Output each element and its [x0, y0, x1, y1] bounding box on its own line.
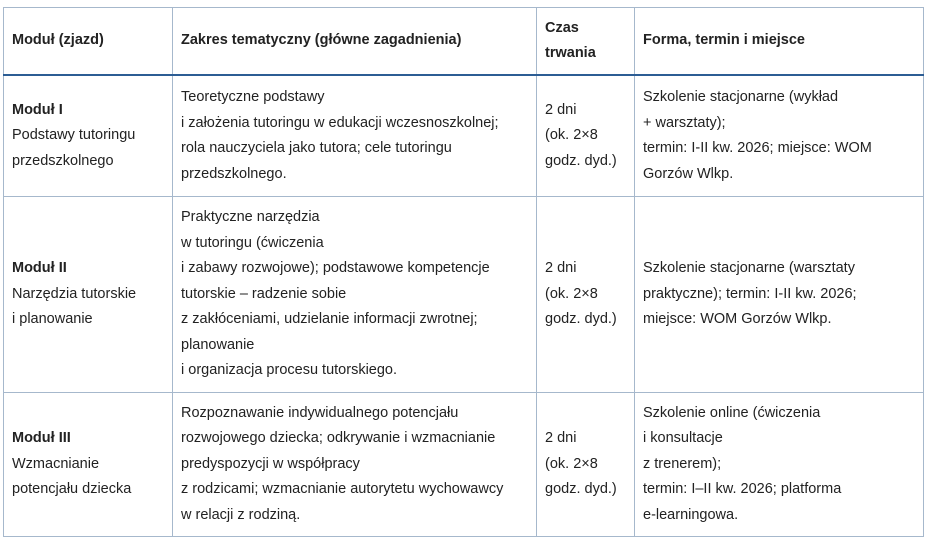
header-form: Forma, termin i miejsce	[635, 8, 924, 76]
module-name-line: potencjału dziecka	[12, 481, 132, 497]
scope-line: rozwojowego dziecka; odkrywanie i wzmacnianie	[181, 430, 496, 446]
header-duration-line: Czas	[545, 19, 579, 36]
module-cell	[4, 197, 173, 393]
scope-line: rola nauczyciela jako tutora; cele tutoringu	[181, 140, 452, 156]
scope-line: planowanie	[181, 336, 255, 353]
header-scope: Zakres tematyczny (główne zagadnienia)	[173, 8, 537, 76]
module-name-line: Wzmacnianie	[12, 455, 100, 472]
form-cell	[635, 392, 924, 537]
module-title: Moduł III	[12, 430, 71, 446]
module-name-line: Narzędzia tutorskie	[12, 285, 137, 302]
duration-line: 2 dni	[545, 430, 577, 446]
duration-line: godz. dyd.)	[545, 311, 617, 327]
duration-cell	[537, 197, 635, 393]
scope-line: w tutoringu (ćwiczenia	[181, 234, 324, 251]
scope-line: i organizacja procesu tutorskiego.	[181, 362, 398, 378]
scope-cell	[173, 75, 537, 197]
modules-table	[3, 7, 924, 537]
scope-line: tutorskie – radzenie sobie	[181, 285, 347, 302]
scope-line: Teoretyczne podstawy	[181, 89, 325, 105]
scope-line: z rodzicami; wzmacnianie autorytetu wychowawcy	[181, 481, 504, 497]
form-line: miejsce: WOM Gorzów Wlkp.	[643, 311, 832, 327]
header-row	[4, 8, 924, 76]
module-name-line: i planowanie	[12, 311, 93, 327]
header-duration-line: trwania	[545, 45, 596, 61]
duration-line: (ok. 2×8	[545, 455, 598, 472]
scope-line: przedszkolnego.	[181, 165, 287, 182]
form-line: Szkolenie online (ćwiczenia	[643, 404, 821, 421]
scope-line: predyspozycji w współpracy	[181, 455, 360, 472]
module-cell	[4, 392, 173, 537]
table-row	[4, 75, 924, 197]
scope-line: z zakłóceniami, udzielanie informacji zwrotnej;	[181, 311, 478, 327]
module-name-line: Podstawy tutoringu	[12, 127, 136, 144]
form-line: e-learningowa.	[643, 506, 739, 523]
scope-cell	[173, 197, 537, 393]
scope-line: w relacji z rodziną.	[181, 506, 301, 523]
form-line: Gorzów Wlkp.	[643, 165, 734, 182]
module-title: Moduł I	[12, 101, 63, 118]
scope-line: Praktyczne narzędzia	[181, 209, 320, 225]
form-line: Szkolenie stacjonarne (wykład	[643, 89, 839, 105]
table-row	[4, 392, 924, 537]
form-line: praktyczne); termin: I-II kw. 2026;	[643, 285, 857, 302]
form-line: + warsztaty);	[643, 114, 726, 131]
duration-line: godz. dyd.)	[545, 152, 617, 169]
form-line: z trenerem);	[643, 455, 722, 472]
module-title: Moduł II	[12, 260, 67, 276]
duration-line: (ok. 2×8	[545, 285, 598, 302]
scope-line: i założenia tutoringu w edukacji wczesnoszkolnej;	[181, 114, 499, 131]
duration-line: 2 dni	[545, 101, 577, 118]
duration-cell	[537, 392, 635, 537]
scope-line: Rozpoznawanie indywidualnego potencjału	[181, 404, 459, 421]
duration-cell	[537, 75, 635, 197]
header-duration	[537, 8, 635, 76]
form-cell	[635, 197, 924, 393]
table-row	[4, 197, 924, 393]
duration-line: godz. dyd.)	[545, 481, 617, 497]
form-line: termin: I-II kw. 2026; miejsce: WOM	[643, 140, 872, 156]
scope-cell	[173, 392, 537, 537]
scope-line: i zabawy rozwojowe); podstawowe kompetencje	[181, 260, 490, 276]
form-line: Szkolenie stacjonarne (warsztaty	[643, 260, 855, 276]
header-module: Moduł (zjazd)	[4, 8, 173, 76]
duration-line: 2 dni	[545, 260, 577, 276]
module-name-line: przedszkolnego	[12, 152, 114, 169]
form-cell	[635, 75, 924, 197]
module-cell	[4, 75, 173, 197]
form-line: i konsultacje	[643, 430, 723, 446]
duration-line: (ok. 2×8	[545, 127, 598, 144]
form-line: termin: I–II kw. 2026; platforma	[643, 481, 842, 497]
